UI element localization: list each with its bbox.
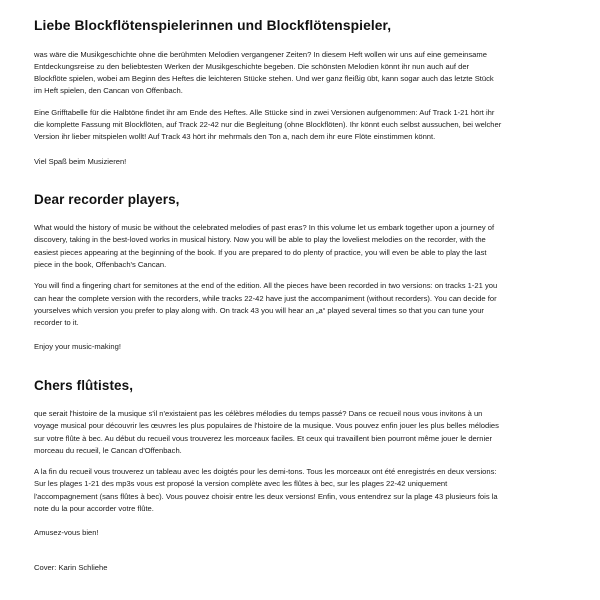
section-french (28, 378, 572, 540)
paragraphs-french (28, 408, 572, 540)
paragraph-english-1: What would the history of music be without the celebrated melodies of past eras? In this volume let us embark together upon a journey of discovery, taking in the best-loved works in musical history. Now you will be able to play the loveliest melodies on the recorder, with the easiest pieces appearing at the beginning of the book. If you are prepared to do plenty of practice, you will even be able to play the last piece in the book, Offenbach's Cancan. (34, 223, 495, 269)
paragraph-german-2: Eine Grifftabelle für die Halbtöne findet ihr am Ende des Heftes. Alle Stücke sind in zwei Versionen aufgenommen: Auf Track 1-21 hört ihr die komplette Fassung mit Blockflöten, auf Track 22-42 nur die Begleitung (ohne Blockflöten). Ihr könnt euch selbst aussuchen, bei welcher Version ihr lieber mitspielen wollt! Auf Track 43 hört ihr mehrmals den Ton a, nach dem ihr eure Flöte einstimmen könnt. (34, 107, 502, 142)
paragraph-french-1: que serait l'histoire de la musique s'il n'existaient pas les célèbres mélodies du temps passé? Dans ce recueil nous vous invitons à un voyage musical pour découvrir les œuvres les plus populaires de l'histoire de la musique. Vous pouvez enfin jouer les plus belles mélodies sur votre flûte à bec. Au début du recueil vous trouverez les morceaux faciles. Et ceux qui travaillent bien pourront même jouer le dernier morceau du recueil, le Cancan d'Offenbach. (34, 408, 499, 455)
section-english (28, 192, 572, 354)
paragraphs-german (28, 49, 572, 168)
section-german (28, 18, 572, 168)
cover-credit: Cover: Karin Schliehe (34, 562, 108, 572)
paragraph-english-2: You will find a fingering chart for semitones at the end of the edition. All the pieces have been recorded in two versions: on tracks 1-21 you can hear the complete version with the recorders, while tracks 22-42 have just the accompaniment (without recorders). You can decide for yourselves which version you prefer to play along with. On track 43 you will hear an „a“ played several times so that you can tune your recorder to it. (34, 281, 498, 328)
paragraph-english-3: Enjoy your music-making! (34, 342, 121, 352)
paragraphs-english (28, 222, 572, 354)
paragraph-french-3: Amusez-vous bien! (34, 528, 99, 538)
heading-french: Chers flûtistes, (34, 377, 134, 393)
heading-german: Liebe Blockflötenspielerinnen und Blockflötenspieler, (34, 18, 392, 33)
paragraph-german-1: was wäre die Musikgeschichte ohne die berühmten Melodien vergangener Zeiten? In diesem Heft wollen wir uns auf eine gemeinsame Entdeckungsreise zu den beliebtesten Werken der Musikgeschichte begeben. Die schönsten Melodien könnt ihr nun auch auf der Blockflöte spielen, wobei am Beginn des Heftes die leichteren Stücke stehen. Und wer ganz fleißig übt, kann sogar auch das letzte Stück im Heft spielen, den Cancan von Offenbach. (34, 49, 494, 96)
heading-english: Dear recorder players, (34, 191, 180, 207)
paragraph-french-2: A la fin du recueil vous trouverez un tableau avec les doigtés pour les demi-tons. Tous les morceaux ont été enregistrés en deux versions: Sur les plages 1-21 des mp3s vous est proposé la version complète avec les flûtes à bec, sur les plages 22-42 uniquement l'accompagnement (sans flûtes à bec). Vous pouvez choisir entre les deux versions! Enfin, vous entendrez sur la plage 43 plusieurs fois la note du la pour accorder votre flûte. (34, 467, 498, 514)
paragraph-german-3: Viel Spaß beim Musizieren! (34, 156, 127, 166)
